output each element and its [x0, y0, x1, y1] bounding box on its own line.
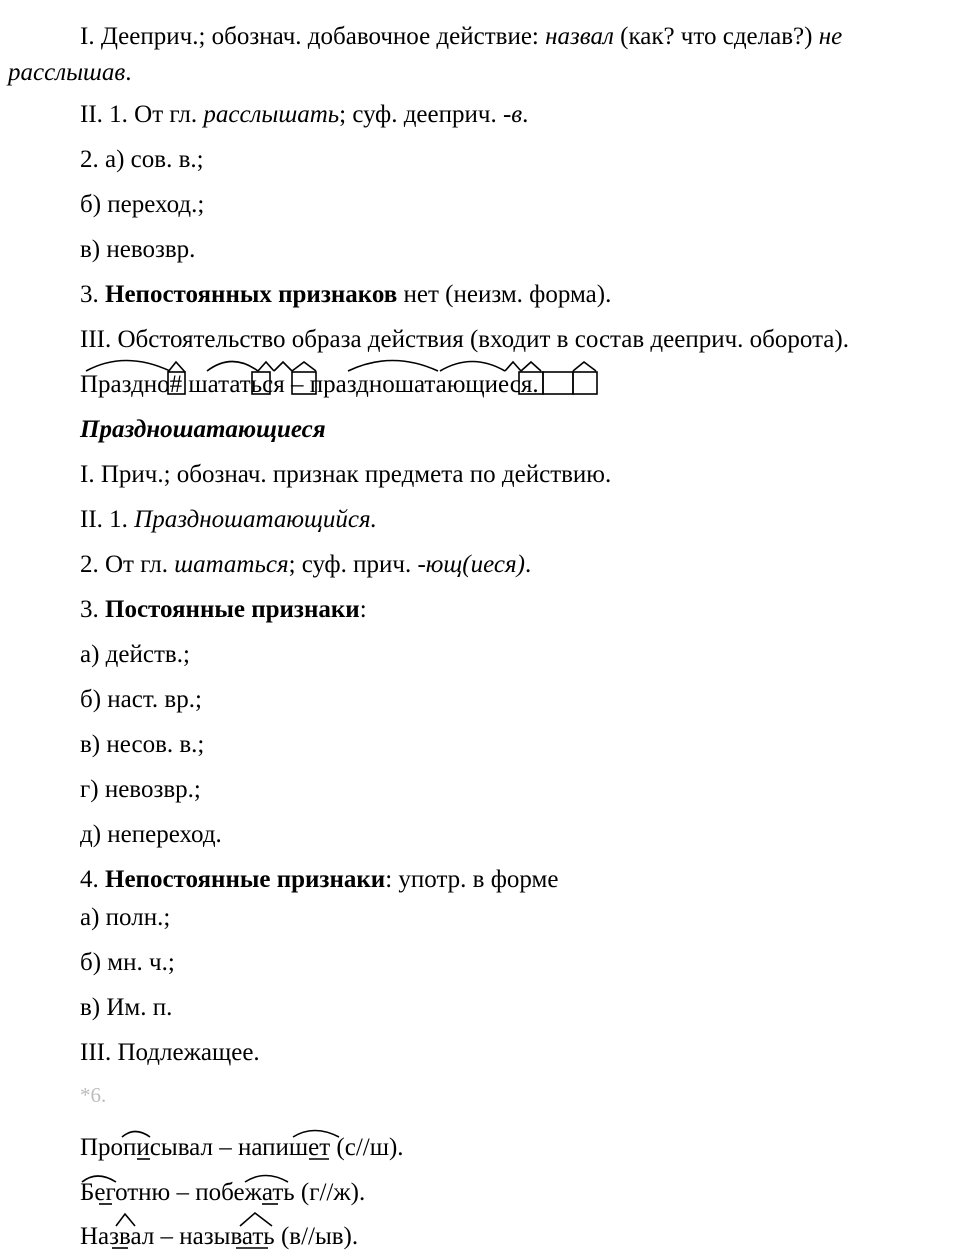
- line-voice: а) действ.;: [80, 641, 190, 668]
- line-initial-form: [80, 505, 377, 535]
- line-full-form: а) полн.;: [80, 904, 171, 931]
- bold-term: Непостоянных признаков: [105, 281, 398, 308]
- line-reflexivity: в) невозвр.: [80, 236, 196, 263]
- line-alternation-2: Беготню – побежать (г//ж).: [80, 1179, 366, 1206]
- text-segment: .: [524, 551, 532, 578]
- line-nonconstant-features-2: [80, 865, 558, 895]
- line-participle-definition: I. Прич.; обознач. признак предмета по действию.: [80, 461, 612, 488]
- italic-word: в: [511, 101, 523, 128]
- line-constant-features: [80, 595, 367, 625]
- line-gerund-definition-cont: [8, 58, 132, 88]
- text-segment: II. 1. От гл.: [80, 101, 204, 128]
- text-segment: : употр. в форме: [385, 866, 559, 893]
- italic-word: расслышать: [203, 101, 340, 128]
- bold-italic-heading: Праздношатающиеся: [80, 416, 326, 443]
- line-reflexivity-2: г) невозвр.;: [80, 776, 201, 803]
- line-case: в) Им. п.: [80, 994, 173, 1021]
- line-participle-origin: [80, 550, 531, 580]
- line-transitivity: б) переход.;: [80, 191, 205, 218]
- section-heading: [80, 415, 326, 445]
- text-segment: нет (неизм. форма).: [397, 281, 612, 308]
- italic-word: шататься: [174, 551, 289, 578]
- text-segment: .: [522, 101, 529, 128]
- italic-word: назвал: [545, 23, 614, 50]
- text-segment: .: [125, 59, 132, 86]
- line-number: б) мн. ч.;: [80, 949, 175, 976]
- line-syntactic-role-2: III. Подлежащее.: [80, 1039, 260, 1066]
- italic-word: не: [818, 23, 843, 50]
- line-gerund-origin: [80, 100, 528, 130]
- line-aspect-2: в) несов. в.;: [80, 731, 205, 758]
- line-transitivity-2: д) непереход.: [80, 821, 222, 848]
- exercise-number: *6.: [80, 1083, 107, 1107]
- bold-term: Постоянные признаки: [105, 596, 360, 623]
- text-segment: ; суф. дееприч. -: [339, 101, 512, 128]
- text-segment: 2. От гл.: [80, 551, 175, 578]
- line-aspect: 2. а) сов. в.;: [80, 146, 204, 173]
- text-segment: 4.: [80, 866, 105, 893]
- line-gerund-definition: [80, 22, 842, 52]
- italic-word: расслышав: [8, 59, 126, 86]
- text-segment: 3.: [80, 596, 105, 623]
- text-segment: :: [359, 596, 367, 623]
- italic-word: Праздношатающийся.: [134, 506, 377, 533]
- line-word-formation: Праздно# шататься – праздношатающиеся.: [80, 371, 539, 398]
- text-segment: 3.: [80, 281, 105, 308]
- line-syntactic-role: III. Обстоятельство образа действия (входит в состав дееприч. оборота).: [80, 326, 849, 353]
- line-nonconstant-features: [80, 280, 611, 310]
- bold-term: Непостоянные признаки: [105, 866, 386, 893]
- line-tense: б) наст. вр.;: [80, 686, 202, 713]
- italic-word: ющ(иеся): [425, 551, 525, 578]
- text-segment: II. 1.: [80, 506, 135, 533]
- text-segment: I. Дееприч.; обознач. добавочное действие:: [80, 23, 546, 50]
- line-alternation-3: Назвал – называть (в//ыв).: [80, 1223, 359, 1250]
- line-alternation-1: Прописывал – напишет (с//ш).: [80, 1134, 404, 1161]
- text-segment: (как? что сделав?): [613, 23, 819, 50]
- text-segment: ; суф. прич. -: [288, 551, 426, 578]
